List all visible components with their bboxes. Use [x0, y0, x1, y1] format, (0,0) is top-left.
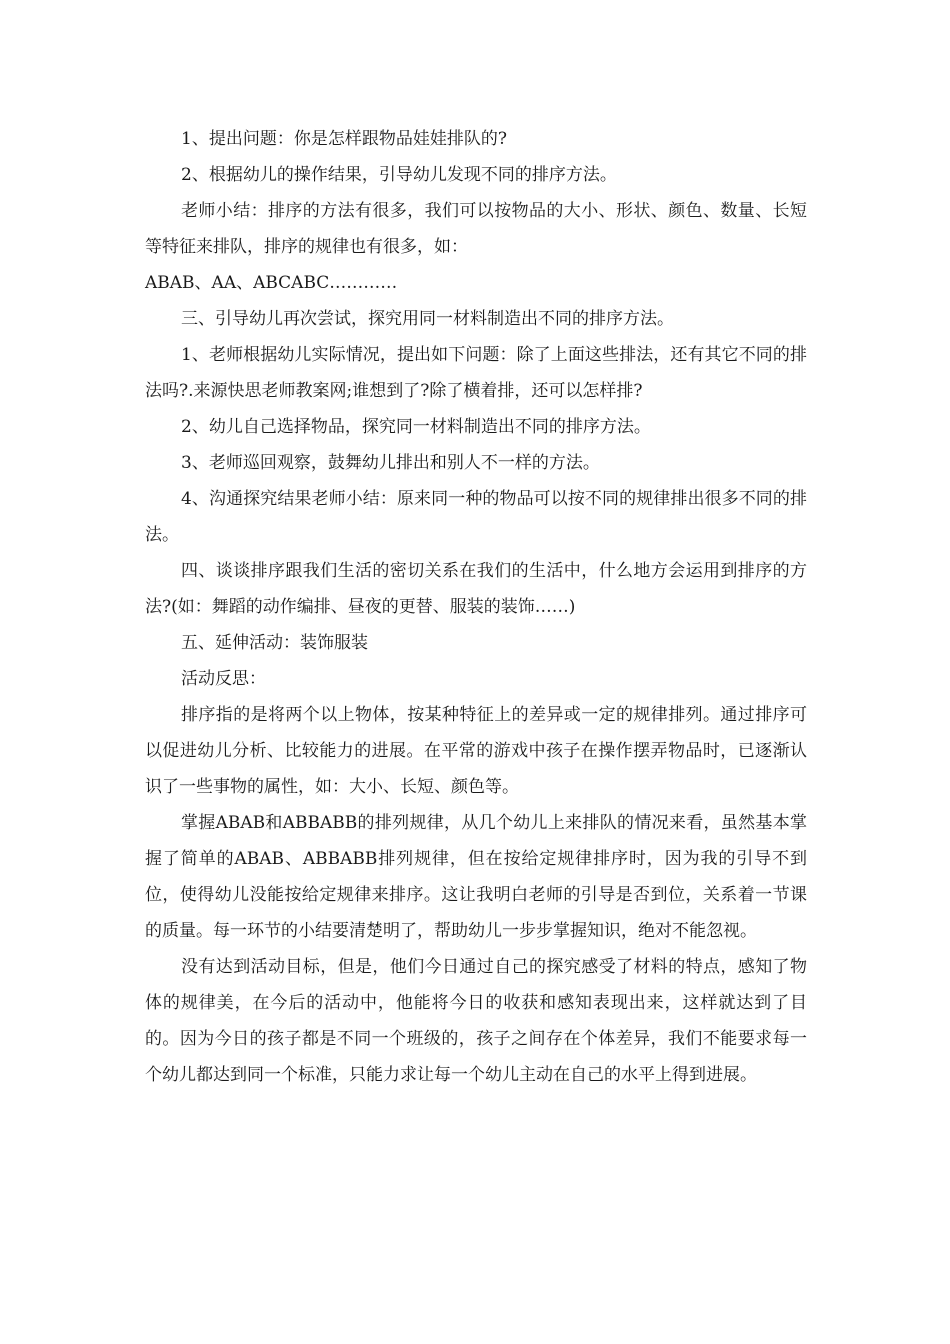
paragraph: 掌握ABAB和ABBABB的排列规律，从几个幼儿上来排队的情况来看，虽然基本掌握了简单的ABAB、ABBABB排列规律，但在按给定规律排序时，因为我的引导不到位，使得幼儿没能按给定规律来排序。这让我明白老师的引导是否到位，关系着一节课的质量。每一环节的小结要清楚明了，帮助幼儿一步步掌握知识，绝对不能忽视。 — [145, 813, 807, 941]
paragraph: 4、沟通探究结果老师小结：原来同一种的物品可以按不同的规律排出很多不同的排法。 — [145, 489, 807, 545]
paragraph: 3、老师巡回观察，鼓舞幼儿排出和别人不一样的方法。 — [181, 453, 600, 473]
paragraph: 五、延伸活动：装饰服装 — [181, 633, 368, 653]
paragraph: 1、提出问题：你是怎样跟物品娃娃排队的? — [181, 129, 507, 149]
paragraph: 四、谈谈排序跟我们生活的密切关系在我们的生活中，什么地方会运用到排序的方法?(如：舞蹈的动作编排、昼夜的更替、服装的装饰……) — [145, 561, 807, 617]
paragraph: 活动反思： — [181, 669, 266, 689]
paragraph: ABAB、AA、ABCABC………… — [145, 273, 398, 293]
paragraph: 排序指的是将两个以上物体，按某种特征上的差异或一定的规律排列。通过排序可以促进幼儿分析、比较能力的进展。在平常的游戏中孩子在操作摆弄物品时，已逐渐认识了一些事物的属性，如：大小、长短、颜色等。 — [145, 705, 807, 797]
document-body — [145, 121, 807, 1093]
paragraph: 三、引导幼儿再次尝试，探究用同一材料制造出不同的排序方法。 — [181, 309, 674, 329]
paragraph: 没有达到活动目标，但是，他们今日通过自己的探究感受了材料的特点，感知了物体的规律美，在今后的活动中，他能将今日的收获和感知表现出来，这样就达到了目的。因为今日的孩子都是不同一个班级的，孩子之间存在个体差异，我们不能要求每一个幼儿都达到同一个标准，只能力求让每一个幼儿主动在自己的水平上得到进展。 — [145, 957, 807, 1085]
paragraph: 2、根据幼儿的操作结果，引导幼儿发现不同的排序方法。 — [181, 165, 617, 185]
paragraph: 1、老师根据幼儿实际情况，提出如下问题：除了上面这些排法，还有其它不同的排法吗?.来源快思老师教案网;谁想到了?除了横着排，还可以怎样排? — [145, 345, 807, 401]
paragraph: 老师小结：排序的方法有很多，我们可以按物品的大小、形状、颜色、数量、长短等特征来排队，排序的规律也有很多，如： — [145, 201, 807, 257]
paragraph: 2、幼儿自己选择物品，探究同一材料制造出不同的排序方法。 — [181, 417, 651, 437]
